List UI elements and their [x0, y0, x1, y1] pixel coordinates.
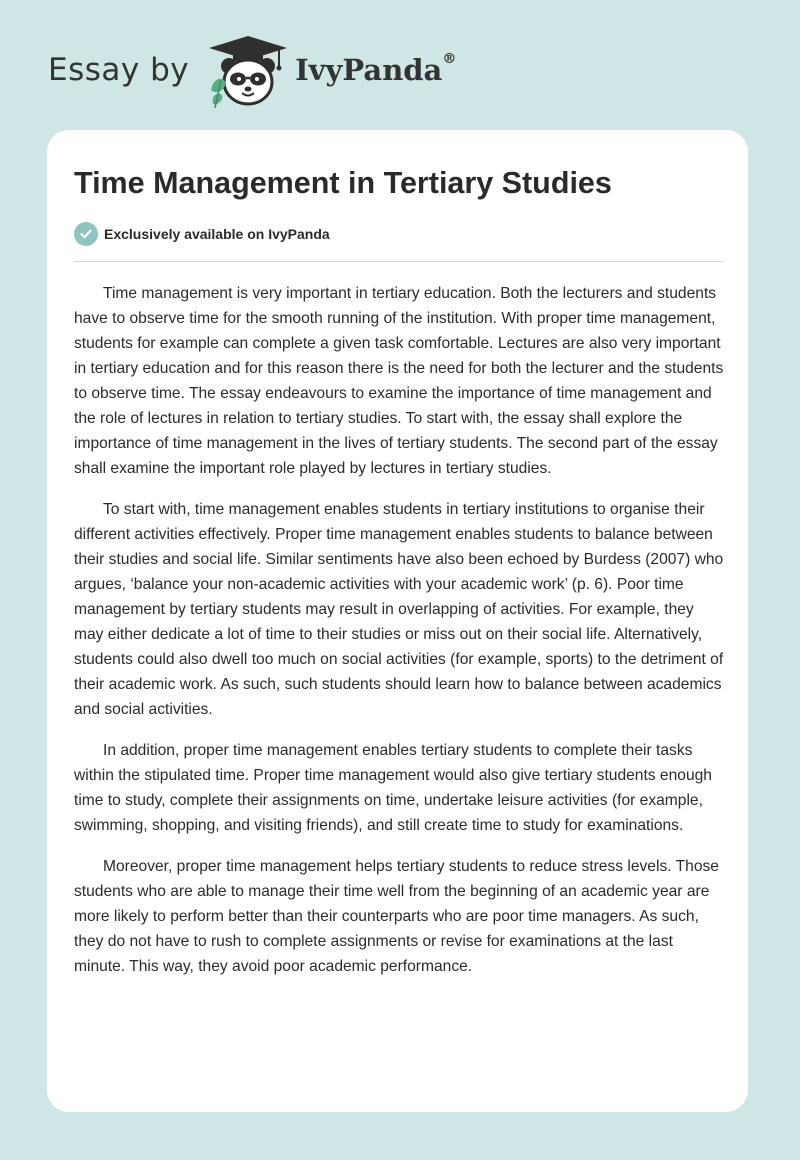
essay-paragraph-4: Moreover, proper time management helps tertiary students to reduce stress levels. Those students who are able to manage their time well from the beginning of an academic year are more likely to perform better than their counterparts who are poor time managers. As such, they do not have to rush to complete assignments or revise for examinations at the last minute. This way, they avoid poor academic performance. [74, 858, 719, 975]
registered-mark: ® [442, 51, 457, 67]
divider [74, 261, 723, 262]
badge-label: Exclusively available on IvyPanda [104, 226, 330, 242]
check-circle-icon [74, 222, 98, 246]
essay-paragraph-3: In addition, proper time management enables tertiary students to complete their tasks within the stipulated time. Proper time management would also give tertiary students enough time to study, complete their assignments on time, undertake leisure activities (for example, swimming, shopping, and visiting friends), and still create time to study for examinations. [74, 742, 712, 834]
brand-name [295, 53, 456, 87]
panda-graduation-cap-icon [205, 32, 291, 108]
essay-paragraph-2: To start with, time management enables students in tertiary institutions to organise their different activities effectively. Proper time management enables students to balance between their studies and social life. Similar sentiments have also been echoed by Burdess (2007) who argues, ‘balance your non-academic activities with your academic work’ (p. 6). Poor time management by tertiary students may result in overlapping of activities. For example, they may either dedicate a lot of time to their studies or miss out on their social life. Alternatively, students could also dwell too much on social activities (for example, sports) to the detriment of their academic work. As such, such students should learn how to balance between academics and social activities. [74, 501, 724, 718]
brand-name-text: IvyPanda [295, 53, 443, 87]
page-title: Time Management in Tertiary Studies [74, 166, 612, 200]
essay-paragraph-1: Time management is very important in tertiary education. Both the lecturers and students have to observe time for the smooth running of the institution. With proper time management, students for example can complete a given task comfortable. Lectures are also very important in tertiary education and for this reason there is the need for both the lecturer and the students to observe time. The essay endeavours to examine the importance of time management and the role of lectures in relation to tertiary studies. To start with, the essay shall explore the importance of time management in the lives of tertiary students. The second part of the essay shall examine the important role played by lectures in tertiary studies. [74, 285, 724, 477]
essay-card [47, 130, 748, 1112]
brand-prefix: Essay by [48, 52, 190, 88]
brand-header[interactable] [48, 30, 456, 110]
essay-body [74, 281, 724, 995]
exclusive-badge [74, 222, 330, 246]
ivy-leaf-icon [211, 79, 225, 108]
